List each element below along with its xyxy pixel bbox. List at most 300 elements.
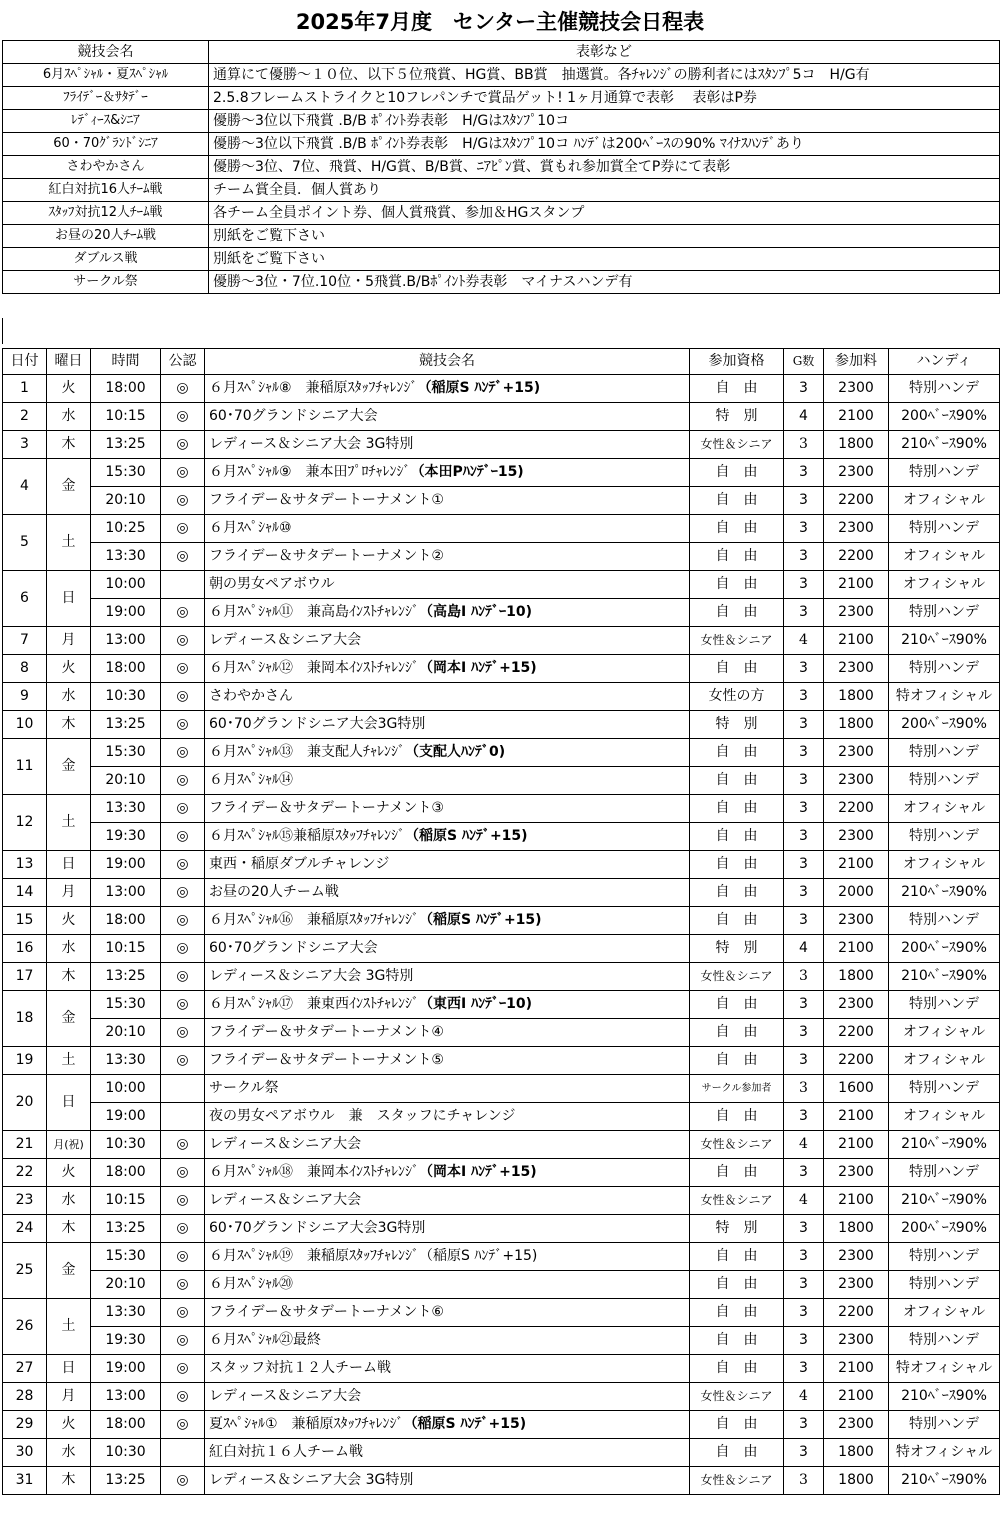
date-cell: 3 (3, 431, 47, 459)
time-cell: 10:15 (91, 403, 161, 431)
time-cell: 10:30 (91, 1131, 161, 1159)
qualification-cell: 自 由 (690, 1159, 784, 1187)
award-description: 別紙をご覧下さい (209, 248, 1000, 271)
qualification-cell: 自 由 (690, 599, 784, 627)
handicap-cell: 特オフィシャル (889, 1439, 1000, 1467)
schedule-row (3, 571, 1000, 599)
official-mark: ◎ (161, 907, 205, 935)
fee-cell: 2300 (824, 1243, 889, 1271)
weekday-cell: 火 (47, 655, 91, 683)
handicap-cell: 210ﾍﾞｰｽ90% (889, 627, 1000, 655)
qualification-cell: 自 由 (690, 1299, 784, 1327)
games-cell: 3 (784, 739, 824, 767)
games-cell: 3 (784, 907, 824, 935)
fee-cell: 2300 (824, 655, 889, 683)
section-spacer (2, 318, 1000, 344)
event-name: ６月ｽﾍﾟｼｬﾙ⑯ 兼稲原ｽﾀｯﾌﾁｬﾚﾝｼﾞ (209, 912, 419, 928)
fee-cell: 1600 (824, 1075, 889, 1103)
schedule-row (3, 1383, 1000, 1411)
weekday-cell: 月 (47, 1383, 91, 1411)
qualification-cell: 自 由 (690, 1271, 784, 1299)
event-name: お昼の20人チーム戦 (209, 884, 339, 900)
event-name-cell (205, 795, 690, 823)
handicap-cell: オフィシャル (889, 1047, 1000, 1075)
handicap-cell: 特別ハンデ (889, 991, 1000, 1019)
games-cell: 3 (784, 459, 824, 487)
challenge-handicap-note: （稲原S ﾊﾝﾃﾞ+15) (403, 1416, 527, 1432)
official-mark: ◎ (161, 795, 205, 823)
event-name-cell (205, 1383, 690, 1411)
fee-cell: 2300 (824, 739, 889, 767)
official-mark: ◎ (161, 543, 205, 571)
official-mark (161, 571, 205, 599)
handicap-cell: 特別ハンデ (889, 767, 1000, 795)
event-name-cell (205, 907, 690, 935)
event-name: レディース＆シニア大会 (209, 1388, 362, 1404)
handicap-cell: 特別ハンデ (889, 1159, 1000, 1187)
official-mark: ◎ (161, 375, 205, 403)
event-name-cell (205, 599, 690, 627)
official-mark: ◎ (161, 1187, 205, 1215)
weekday-cell: 水 (47, 935, 91, 963)
time-cell: 13:00 (91, 1383, 161, 1411)
weekday-cell: 土 (47, 795, 91, 851)
time-cell: 13:30 (91, 1047, 161, 1075)
handicap-cell: 特別ハンデ (889, 739, 1000, 767)
games-cell: 3 (784, 1299, 824, 1327)
official-mark: ◎ (161, 1383, 205, 1411)
weekday-cell: 月(祝) (47, 1131, 91, 1159)
games-cell: 3 (784, 1243, 824, 1271)
fee-cell: 2100 (824, 1187, 889, 1215)
weekday-cell: 金 (47, 991, 91, 1047)
event-name-cell (205, 1271, 690, 1299)
official-mark: ◎ (161, 739, 205, 767)
games-cell: 3 (784, 795, 824, 823)
games-cell: 3 (784, 1411, 824, 1439)
weekday-cell: 土 (47, 1047, 91, 1075)
handicap-cell: 特オフィシャル (889, 1355, 1000, 1383)
award-description: 2.5.8フレームストライクと10フレパンチで賞品ゲット! 1ヶ月通算で表彰 表彰はP券 (209, 87, 1000, 110)
challenge-handicap-note: （稲原S ﾊﾝﾃﾞ+15) (405, 828, 528, 844)
handicap-cell: 210ﾍﾞｰｽ90% (889, 1187, 1000, 1215)
header-handicap: ハンディ (889, 349, 1000, 375)
qualification-cell: 自 由 (690, 1327, 784, 1355)
header-weekday: 曜日 (47, 349, 91, 375)
award-description: 優勝～3位・7位.10位・5飛賞.B/Bﾎﾟｲﾝﾄ券表彰 マイナスハンデ有 (209, 271, 1000, 294)
qualification-cell: 自 由 (690, 1047, 784, 1075)
date-cell: 18 (3, 991, 47, 1047)
weekday-cell: 金 (47, 1243, 91, 1299)
schedule-row (3, 739, 1000, 767)
date-cell: 21 (3, 1131, 47, 1159)
official-mark: ◎ (161, 431, 205, 459)
schedule-row (3, 683, 1000, 711)
weekday-cell: 木 (47, 711, 91, 739)
qualification-cell: 自 由 (690, 1243, 784, 1271)
award-competition-name: 60・70ｸﾞﾗﾝﾄﾞｼﾆｱ (3, 133, 209, 156)
award-row (3, 179, 1000, 202)
event-name: 60･70グランドシニア大会3G特別 (209, 1220, 426, 1236)
time-cell: 13:30 (91, 543, 161, 571)
time-cell: 18:00 (91, 1159, 161, 1187)
date-cell: 17 (3, 963, 47, 991)
schedule-row (3, 1355, 1000, 1383)
time-cell: 20:10 (91, 1271, 161, 1299)
official-mark: ◎ (161, 767, 205, 795)
event-name: レディース＆シニア大会 3G特別 (209, 436, 414, 452)
handicap-cell: オフィシャル (889, 795, 1000, 823)
schedule-row (3, 879, 1000, 907)
header-fee: 参加料 (824, 349, 889, 375)
fee-cell: 1800 (824, 683, 889, 711)
handicap-cell: 特別ハンデ (889, 599, 1000, 627)
weekday-cell: 金 (47, 739, 91, 795)
fee-cell: 2100 (824, 571, 889, 599)
time-cell: 19:30 (91, 823, 161, 851)
award-description: 通算にて優勝～１０位、以下５位飛賞、HG賞、BB賞 抽選賞。各ﾁｬﾚﾝｼﾞの勝利者にはｽﾀﾝﾌﾟ5コ H/G有 (209, 64, 1000, 87)
qualification-cell: 女性＆シニア (690, 627, 784, 655)
fee-cell: 2300 (824, 767, 889, 795)
games-cell: 3 (784, 515, 824, 543)
fee-cell: 2100 (824, 851, 889, 879)
weekday-cell: 木 (47, 1215, 91, 1243)
award-competition-name: ﾚﾃﾞｨｰｽ&ｼﾆｱ (3, 110, 209, 133)
schedule-row (3, 767, 1000, 795)
event-name: ６月ｽﾍﾟｼｬﾙ⑭ (209, 772, 293, 788)
date-cell: 7 (3, 627, 47, 655)
time-cell: 10:30 (91, 1439, 161, 1467)
event-name: 朝の男女ペアボウル (209, 576, 335, 592)
fee-cell: 2100 (824, 1131, 889, 1159)
fee-cell: 2200 (824, 795, 889, 823)
time-cell: 10:15 (91, 1187, 161, 1215)
qualification-cell: 自 由 (690, 767, 784, 795)
fee-cell: 2100 (824, 403, 889, 431)
time-cell: 10:00 (91, 1075, 161, 1103)
weekday-cell: 土 (47, 515, 91, 571)
challenge-handicap-note: （岡本I ﾊﾝﾃﾞ+15) (419, 1164, 537, 1180)
event-name: 夜の男女ペアボウル 兼 スタッフにチャレンジ (209, 1108, 516, 1124)
handicap-cell: 210ﾍﾞｰｽ90% (889, 431, 1000, 459)
event-name-cell (205, 1299, 690, 1327)
weekday-cell: 日 (47, 571, 91, 627)
date-cell: 14 (3, 879, 47, 907)
handicap-cell: 特別ハンデ (889, 459, 1000, 487)
event-name: レディース＆シニア大会 (209, 632, 362, 648)
weekday-cell: 水 (47, 1187, 91, 1215)
games-cell: 4 (784, 1383, 824, 1411)
event-name: フライデー＆サタデートーナメント⑥ (209, 1304, 444, 1320)
award-competition-name: さわやかさん (3, 156, 209, 179)
schedule-row (3, 935, 1000, 963)
fee-cell: 2000 (824, 879, 889, 907)
time-cell: 19:00 (91, 1355, 161, 1383)
event-name-cell (205, 1187, 690, 1215)
event-name: フライデー＆サタデートーナメント② (209, 548, 444, 564)
weekday-cell: 火 (47, 1411, 91, 1439)
official-mark: ◎ (161, 1355, 205, 1383)
handicap-cell: オフィシャル (889, 571, 1000, 599)
qualification-cell: 自 由 (690, 1103, 784, 1131)
games-cell: 4 (784, 403, 824, 431)
event-name-cell (205, 571, 690, 599)
fee-cell: 2200 (824, 1299, 889, 1327)
qualification-cell: 自 由 (690, 851, 784, 879)
award-description: 優勝～3位以下飛賞 .B/B ﾎﾟｲﾝﾄ券表彰 H/Gはｽﾀﾝﾌﾟ10コ (209, 110, 1000, 133)
qualification-cell: 女性＆シニア (690, 1383, 784, 1411)
time-cell: 19:00 (91, 599, 161, 627)
handicap-cell: 210ﾍﾞｰｽ90% (889, 1467, 1000, 1495)
event-name-cell (205, 991, 690, 1019)
games-cell: 4 (784, 935, 824, 963)
time-cell: 18:00 (91, 1411, 161, 1439)
qualification-cell: 女性の方 (690, 683, 784, 711)
games-cell: 3 (784, 1159, 824, 1187)
event-name: 60･70グランドシニア大会 (209, 940, 378, 956)
schedule-row (3, 823, 1000, 851)
fee-cell: 2200 (824, 1019, 889, 1047)
event-name: ６月ｽﾍﾟｼｬﾙ㉑最終 (209, 1332, 321, 1348)
event-name-cell (205, 627, 690, 655)
date-cell: 4 (3, 459, 47, 515)
games-cell: 3 (784, 431, 824, 459)
award-description: 優勝～3位以下飛賞 .B/B ﾎﾟｲﾝﾄ券表彰 H/Gはｽﾀﾝﾌﾟ10コ ﾊﾝﾃﾞは200ﾍﾞｰｽの90% ﾏｲﾅｽﾊﾝﾃﾞあり (209, 133, 1000, 156)
official-mark: ◎ (161, 879, 205, 907)
award-competition-name: お昼の20人ﾁｰﾑ戦 (3, 225, 209, 248)
handicap-cell: 200ﾍﾞｰｽ90% (889, 711, 1000, 739)
official-mark: ◎ (161, 1271, 205, 1299)
event-name: ６月ｽﾍﾟｼｬﾙ⑫ 兼岡本ｲﾝｽﾄﾁｬﾚﾝｼﾞ (209, 660, 419, 676)
qualification-cell: 自 由 (690, 515, 784, 543)
games-cell: 3 (784, 767, 824, 795)
fee-cell: 1800 (824, 711, 889, 739)
event-name-cell (205, 963, 690, 991)
time-cell: 20:10 (91, 487, 161, 515)
schedule-header-row (3, 349, 1000, 375)
fee-cell: 2300 (824, 907, 889, 935)
header-time: 時間 (91, 349, 161, 375)
award-row (3, 156, 1000, 179)
event-name-cell (205, 1047, 690, 1075)
official-mark: ◎ (161, 1131, 205, 1159)
fee-cell: 2300 (824, 823, 889, 851)
date-cell: 20 (3, 1075, 47, 1131)
event-name: フライデー＆サタデートーナメント⑤ (209, 1052, 444, 1068)
event-name-cell (205, 459, 690, 487)
award-competition-name: ダブルス戦 (3, 248, 209, 271)
schedule-row (3, 459, 1000, 487)
header-games: G数 (784, 349, 824, 375)
event-name: ６月ｽﾍﾟｼｬﾙ⑰ 兼東西ｲﾝｽﾄﾁｬﾚﾝｼﾞ (209, 996, 419, 1012)
fee-cell: 2300 (824, 459, 889, 487)
time-cell: 20:10 (91, 1019, 161, 1047)
event-name: ６月ｽﾍﾟｼｬﾙ⑨ 兼本田ﾌﾟﾛﾁｬﾚﾝｼﾞ (209, 464, 411, 480)
qualification-cell: 自 由 (690, 487, 784, 515)
event-name: レディース＆シニア大会 3G特別 (209, 968, 414, 984)
time-cell: 13:25 (91, 1467, 161, 1495)
event-name-cell (205, 711, 690, 739)
weekday-cell: 水 (47, 403, 91, 431)
handicap-cell: 特別ハンデ (889, 1075, 1000, 1103)
event-name-cell (205, 1159, 690, 1187)
games-cell: 3 (784, 1019, 824, 1047)
award-row (3, 64, 1000, 87)
games-cell: 4 (784, 627, 824, 655)
schedule-row (3, 1299, 1000, 1327)
date-cell: 31 (3, 1467, 47, 1495)
event-name-cell (205, 1467, 690, 1495)
games-cell: 3 (784, 1467, 824, 1495)
time-cell: 10:30 (91, 683, 161, 711)
schedule-row (3, 1047, 1000, 1075)
games-cell: 3 (784, 1215, 824, 1243)
schedule-row (3, 1243, 1000, 1271)
event-name-cell (205, 767, 690, 795)
schedule-row (3, 1103, 1000, 1131)
event-name-cell (205, 1075, 690, 1103)
award-row (3, 271, 1000, 294)
qualification-cell: 自 由 (690, 823, 784, 851)
official-mark: ◎ (161, 1159, 205, 1187)
games-cell: 3 (784, 1355, 824, 1383)
challenge-handicap-note: （高島I ﾊﾝﾃﾞｰ10) (419, 604, 532, 620)
fee-cell: 2100 (824, 627, 889, 655)
fee-cell: 2100 (824, 1355, 889, 1383)
qualification-cell: 特 別 (690, 711, 784, 739)
official-mark: ◎ (161, 515, 205, 543)
weekday-cell: 日 (47, 1075, 91, 1131)
qualification-cell: 特 別 (690, 403, 784, 431)
fee-cell: 2200 (824, 487, 889, 515)
awards-body (3, 64, 1000, 294)
qualification-cell: 自 由 (690, 739, 784, 767)
date-cell: 12 (3, 795, 47, 851)
qualification-cell: 特 別 (690, 1215, 784, 1243)
date-cell: 25 (3, 1243, 47, 1299)
challenge-handicap-note: （本田Pﾊﾝﾃﾞｰ15) (410, 464, 524, 480)
event-name: レディース＆シニア大会 (209, 1192, 362, 1208)
schedule-row (3, 655, 1000, 683)
fee-cell: 2300 (824, 599, 889, 627)
award-competition-name: サークル祭 (3, 271, 209, 294)
official-mark: ◎ (161, 1243, 205, 1271)
official-mark: ◎ (161, 683, 205, 711)
event-name-cell (205, 431, 690, 459)
official-mark: ◎ (161, 991, 205, 1019)
weekday-cell: 日 (47, 851, 91, 879)
time-cell: 13:25 (91, 1215, 161, 1243)
time-cell: 10:25 (91, 515, 161, 543)
games-cell: 3 (784, 823, 824, 851)
schedule-row (3, 1271, 1000, 1299)
event-name: さわやかさん (209, 688, 293, 704)
award-competition-name: ﾌﾗｲﾃﾞｰ＆ｻﾀﾃﾞｰ (3, 87, 209, 110)
date-cell: 6 (3, 571, 47, 627)
schedule-table (2, 348, 1000, 1495)
handicap-cell: 特別ハンデ (889, 907, 1000, 935)
event-name: スタッフ対抗１２人チーム戦 (209, 1360, 391, 1376)
official-mark: ◎ (161, 1327, 205, 1355)
challenge-handicap-note: （岡本I ﾊﾝﾃﾞ+15) (419, 660, 537, 676)
award-description: チーム賞全員．個人賞あり (209, 179, 1000, 202)
header-official: 公認 (161, 349, 205, 375)
games-cell: 3 (784, 1327, 824, 1355)
fee-cell: 2300 (824, 1271, 889, 1299)
time-cell: 15:30 (91, 459, 161, 487)
qualification-cell: 自 由 (690, 1355, 784, 1383)
fee-cell: 2300 (824, 1327, 889, 1355)
games-cell: 3 (784, 655, 824, 683)
official-mark: ◎ (161, 599, 205, 627)
official-mark (161, 1075, 205, 1103)
fee-cell: 2100 (824, 1103, 889, 1131)
schedule-row (3, 1439, 1000, 1467)
qualification-cell: 女性＆シニア (690, 1467, 784, 1495)
qualification-cell: 特 別 (690, 935, 784, 963)
qualification-cell: 自 由 (690, 1019, 784, 1047)
fee-cell: 2300 (824, 1411, 889, 1439)
handicap-cell: 200ﾍﾞｰｽ90% (889, 935, 1000, 963)
qualification-cell: サークル参加者 (690, 1075, 784, 1103)
event-name: レディース＆シニア大会 3G特別 (209, 1472, 414, 1488)
weekday-cell: 金 (47, 459, 91, 515)
event-name-cell (205, 375, 690, 403)
fee-cell: 2300 (824, 991, 889, 1019)
award-competition-name: 紅白対抗16人ﾁｰﾑ戦 (3, 179, 209, 202)
schedule-row (3, 431, 1000, 459)
schedule-row (3, 1411, 1000, 1439)
award-row (3, 133, 1000, 156)
date-cell: 24 (3, 1215, 47, 1243)
date-cell: 28 (3, 1383, 47, 1411)
schedule-row (3, 711, 1000, 739)
schedule-row (3, 1075, 1000, 1103)
schedule-row (3, 1467, 1000, 1495)
fee-cell: 2200 (824, 543, 889, 571)
schedule-row (3, 991, 1000, 1019)
event-name: フライデー＆サタデートーナメント① (209, 492, 444, 508)
time-cell: 15:30 (91, 991, 161, 1019)
games-cell: 3 (784, 1439, 824, 1467)
weekday-cell: 月 (47, 879, 91, 907)
official-mark: ◎ (161, 1215, 205, 1243)
award-row (3, 202, 1000, 225)
time-cell: 18:00 (91, 655, 161, 683)
date-cell: 26 (3, 1299, 47, 1355)
time-cell: 20:10 (91, 767, 161, 795)
handicap-cell: オフィシャル (889, 1019, 1000, 1047)
games-cell: 3 (784, 487, 824, 515)
award-competition-name: ｽﾀｯﾌ対抗12人ﾁｰﾑ戦 (3, 202, 209, 225)
event-name-cell (205, 1131, 690, 1159)
games-cell: 3 (784, 851, 824, 879)
games-cell: 3 (784, 375, 824, 403)
time-cell: 10:15 (91, 935, 161, 963)
qualification-cell: 女性＆シニア (690, 1131, 784, 1159)
event-name-cell (205, 739, 690, 767)
event-name-cell (205, 543, 690, 571)
official-mark: ◎ (161, 627, 205, 655)
schedule-row (3, 627, 1000, 655)
date-cell: 19 (3, 1047, 47, 1075)
award-row (3, 110, 1000, 133)
event-name: サークル祭 (209, 1080, 279, 1096)
handicap-cell: 特別ハンデ (889, 1243, 1000, 1271)
header-date: 日付 (3, 349, 47, 375)
games-cell: 3 (784, 711, 824, 739)
weekday-cell: 日 (47, 1355, 91, 1383)
